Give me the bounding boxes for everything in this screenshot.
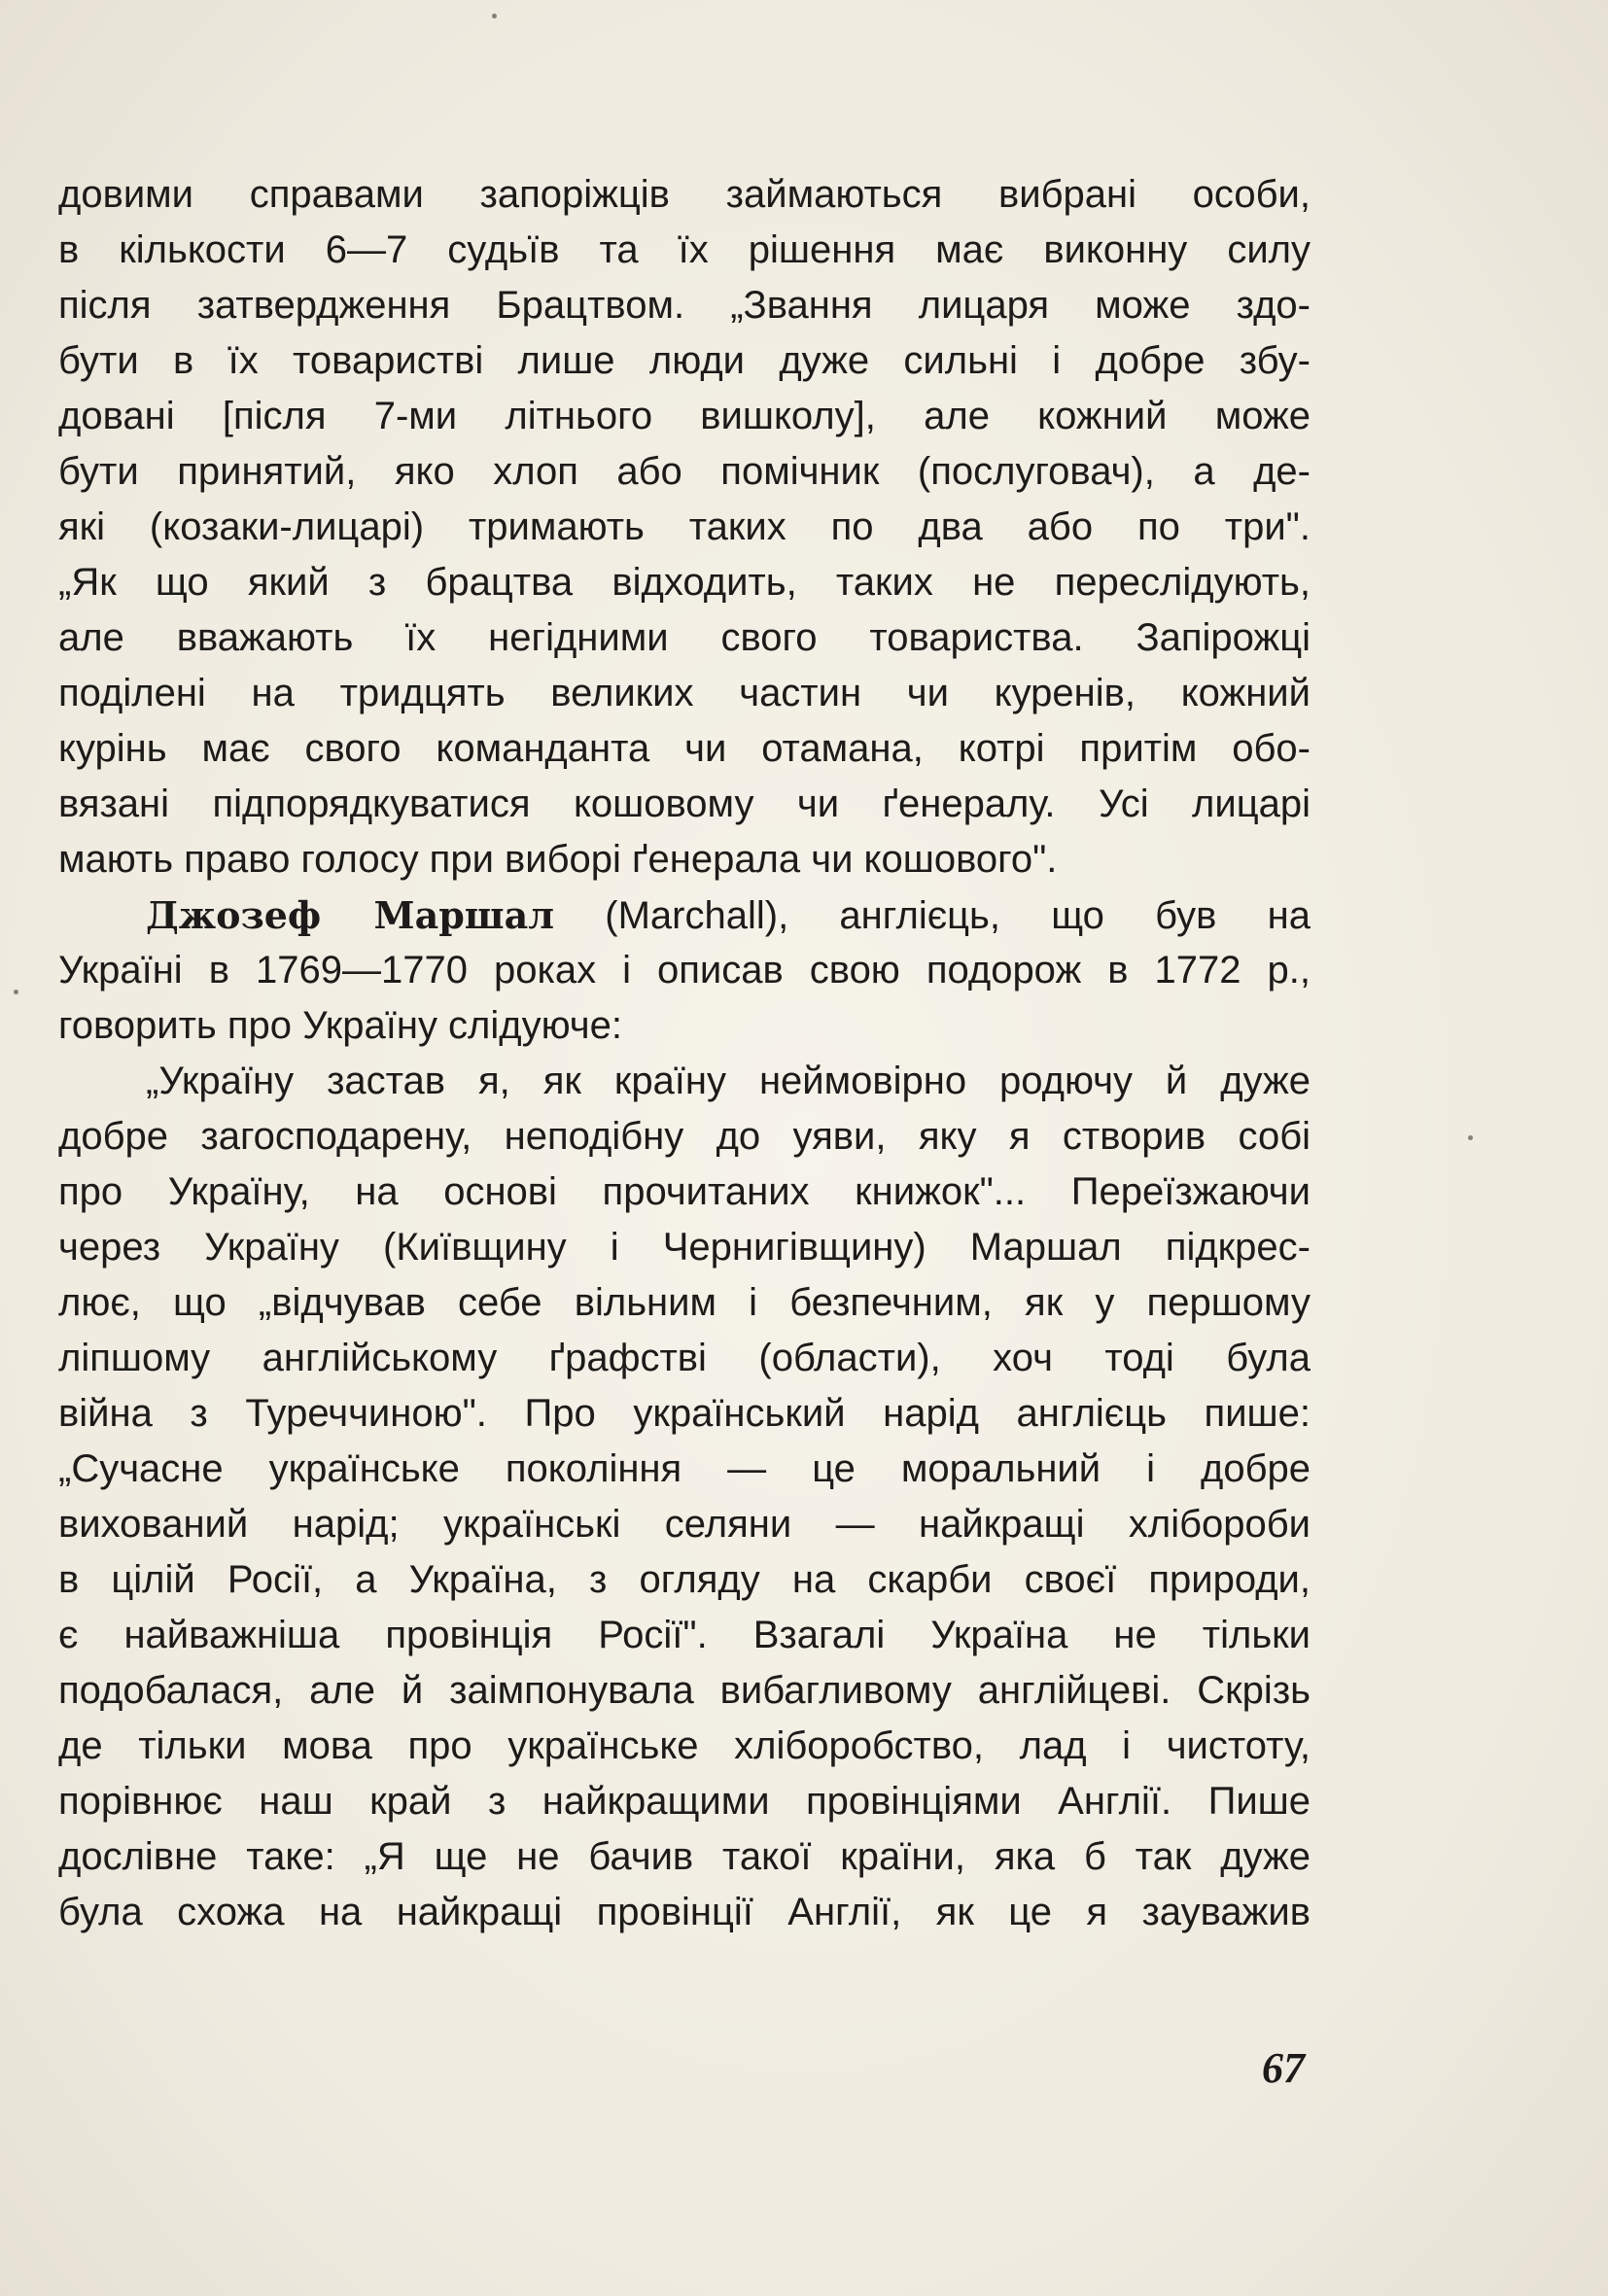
text-line: після затвердження Брацтвом. „Звання лицаря може здо- — [58, 284, 1311, 327]
ink-speck — [14, 990, 18, 994]
text-line: війна з Туреччиною". Про український нарід англієць пише: — [58, 1392, 1311, 1435]
text-line: де тільки мова про українське хліборобство, лад і чистоту, — [58, 1724, 1311, 1767]
text-line: в цілій Росії, а Україна, з огляду на скарби своєї природи, — [58, 1558, 1311, 1601]
text-line: „Сучасне українське покоління — це моральний і добре — [58, 1447, 1311, 1490]
text-line: дослівне таке: „Я ще не бачив такої країни, яка б так дуже — [58, 1835, 1311, 1878]
text-line: „Україну застав я, як країну неймовірно родючу й дуже — [146, 1060, 1311, 1102]
text-line — [58, 887, 1311, 943]
ink-speck — [1468, 1135, 1473, 1140]
text-line: довими справами запоріжців займаються вибрані особи, — [58, 173, 1311, 216]
text-line: порівнює наш край з найкращими провінціями Англії. Пише — [58, 1780, 1311, 1823]
page-number: 67 — [1262, 2044, 1305, 2092]
text-line: ліпшому англійському ґрафстві (области), хоч тоді була — [58, 1337, 1311, 1379]
text-line: через Україну (Київщину і Чернигівщину) Маршал підкрес- — [58, 1226, 1311, 1269]
text-line: вихований нарід; українські селяни — найкращі хлібороби — [58, 1503, 1311, 1546]
text-line: поділені на тридцять великих частин чи куренів, кожний — [58, 672, 1311, 714]
body-text — [58, 167, 1311, 1940]
text-line: говорить про Україну слідуюче: — [58, 1004, 622, 1047]
text-line: лює, що „відчував себе вільним і безпечним, як у першому — [58, 1281, 1311, 1324]
text-line: в кількости 6—7 судьїв та їх рішення має виконну силу — [58, 228, 1311, 271]
text-line: довані [після 7-ми літнього вишколу], але кожний може — [58, 395, 1311, 437]
text-line: але вважають їх негідними свого товариства. Запірожці — [58, 616, 1311, 659]
text-line: добре загосподарену, неподібну до уяви, яку я створив собі — [58, 1115, 1311, 1158]
text-line: Україні в 1769—1770 роках і описав свою подорож в 1772 р., — [58, 949, 1311, 991]
text-line: подобалася, але й заімпонувала вибагливому англійцеві. Скрізь — [58, 1669, 1311, 1712]
text-line: була схожа на найкращі провінції Англії, як це я зауважив — [58, 1891, 1311, 1933]
text-line: курінь має свого команданта чи отамана, котрі притім обо- — [58, 727, 1311, 770]
text-line: „Як що який з брацтва відходить, таких не переслідують, — [58, 561, 1311, 604]
text-line: є найважніша провінція Росії". Взагалі Україна не тільки — [58, 1614, 1311, 1656]
text-line: бути в їх товаристві лише люди дуже сильні і добре збу- — [58, 339, 1311, 382]
text-line: мають право голосу при виборі ґенерала чи кошового". — [58, 838, 1058, 881]
text-line: які (козаки-лицарі) тримають таких по два або по три". — [58, 505, 1311, 548]
text-line: про Україну, на основі прочитаних книжок"... Переїзжаючи — [58, 1170, 1311, 1213]
person-name: Джозеф Маршал — [146, 893, 555, 937]
text-run: (Marchall), англієць, що був на — [554, 894, 1311, 937]
text-line: бути принятий, яко хлоп або помічник (послуговач), а де- — [58, 450, 1311, 493]
text-line: вязані підпорядкуватися кошовому чи ґенералу. Усі лицарі — [58, 783, 1311, 825]
ink-speck — [492, 14, 497, 18]
